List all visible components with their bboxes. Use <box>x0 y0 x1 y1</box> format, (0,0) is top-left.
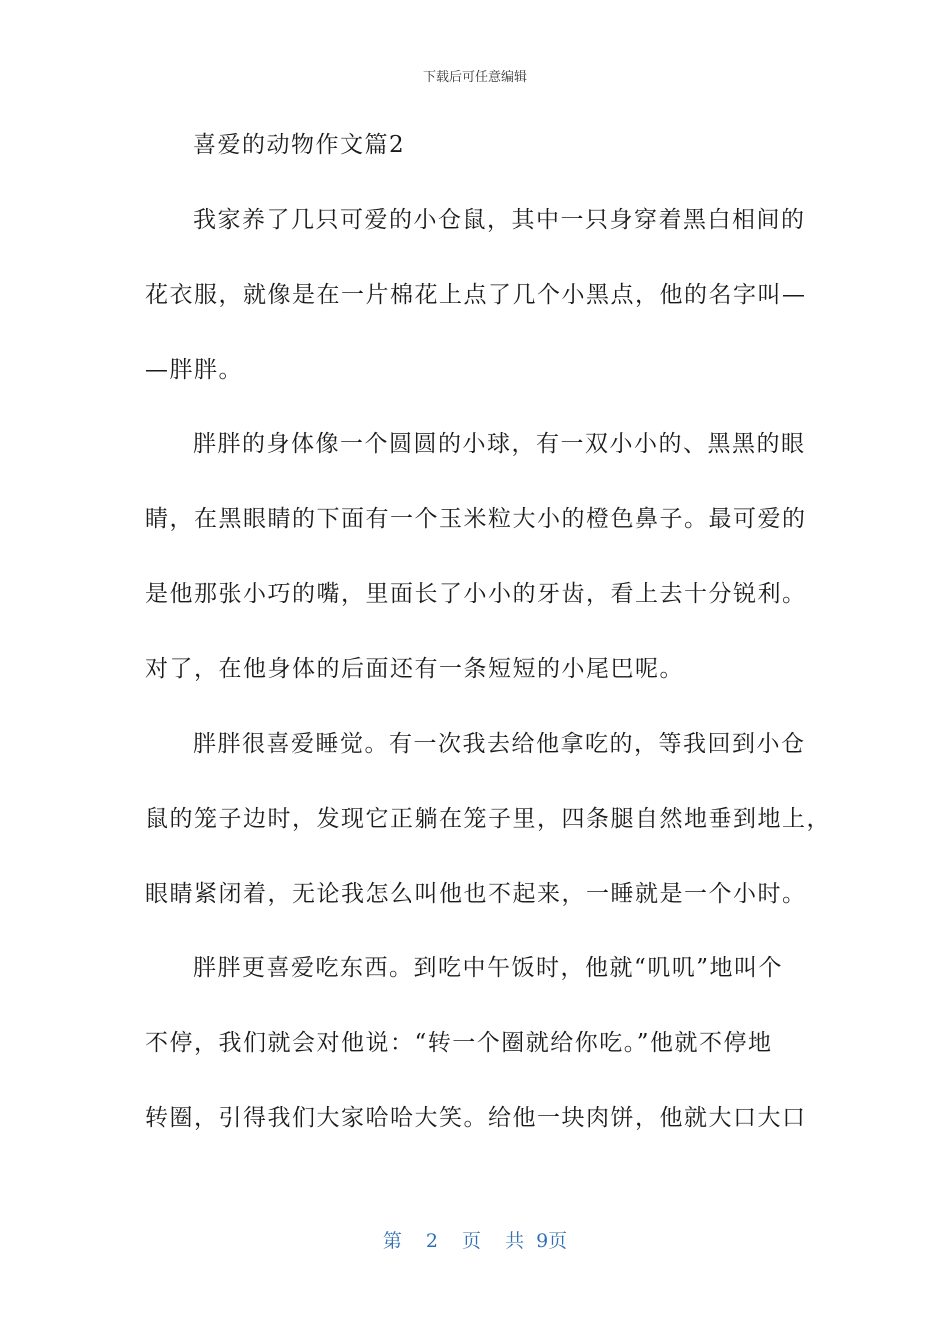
text-line-1: 我家养了几只可爱的小仓鼠，其中一只身穿着黑白相间的 <box>193 207 806 233</box>
text-line-6: 是他那张小巧的嘴，里面长了小小的牙齿，看上去十分锐利。 <box>145 581 807 607</box>
text-line-4: 胖胖的身体像一个圆圆的小球，有一双小小的、黑黑的眼 <box>193 431 806 457</box>
footer-total-pages: 9页 <box>536 1230 568 1252</box>
text-line-7: 对了，在他身体的后面还有一条短短的小尾巴呢。 <box>145 656 684 682</box>
text-line-13: 转圈，引得我们大家哈哈大笑。给他一块肉饼，他就大口大口 <box>145 1105 807 1131</box>
text-line-5: 睛，在黑眼睛的下面有一个玉米粒大小的橙色鼻子。最可爱的 <box>145 506 807 532</box>
footer-page-label: 页 <box>462 1230 482 1252</box>
page-footer <box>0 1226 950 1253</box>
footer-prefix: 第 <box>382 1230 402 1252</box>
footer-total-prefix: 共 <box>505 1230 525 1252</box>
footer-current-page: 2 <box>425 1230 438 1252</box>
text-line-12: 不停，我们就会对他说：“转一个圈就给你吃。”他就不停地 <box>145 1030 773 1056</box>
text-line-11: 胖胖更喜爱吃东西。到吃中午饭时，他就“叽叽”地叫个 <box>193 955 784 981</box>
text-line-10: 眼睛紧闭着，无论我怎么叫他也不起来，一睡就是一个小时。 <box>145 881 807 907</box>
page-header-note: 下载后可任意编辑 <box>422 70 527 85</box>
text-line-2: 花衣服，就像是在一片棉花上点了几个小黑点，他的名字叫— <box>145 282 807 308</box>
text-line-3: —胖胖。 <box>145 357 243 383</box>
text-line-8: 胖胖很喜爱睡觉。有一次我去给他拿吃的，等我回到小仓 <box>193 731 806 757</box>
text-line-9: 鼠的笼子边时，发现它正躺在笼子里，四条腿自然地垂到地上， <box>145 806 831 832</box>
document-title: 喜爱的动物作文篇2 <box>193 132 406 158</box>
